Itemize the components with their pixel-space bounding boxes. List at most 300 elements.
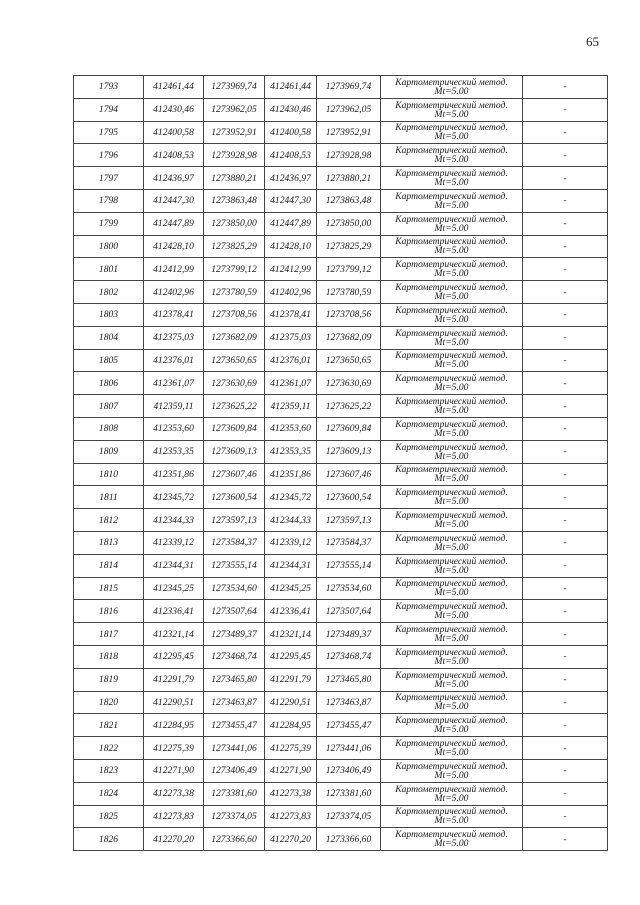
point-number-cell: 1826 <box>74 828 144 851</box>
x-old-cell: 412375,03 <box>144 326 204 349</box>
y-new-cell: 1273534,60 <box>317 577 381 600</box>
x-old-cell: 412412,99 <box>144 258 204 281</box>
point-number-cell: 1804 <box>74 326 144 349</box>
note-cell: - <box>523 668 608 691</box>
method-accuracy: Mt=5.00 <box>434 245 469 257</box>
note-cell: - <box>523 531 608 554</box>
method-cell <box>381 440 523 463</box>
method-name: Картометрический метод. <box>395 464 508 476</box>
method-cell <box>381 737 523 760</box>
method-name: Картометрический метод. <box>395 327 508 339</box>
y-old-cell: 1273850,00 <box>204 212 265 235</box>
table-row <box>74 189 608 212</box>
y-old-cell: 1273650,65 <box>204 349 265 372</box>
x-new-cell: 412400,58 <box>265 121 317 144</box>
method-accuracy: Mt=5.00 <box>434 519 469 531</box>
method-cell <box>381 76 523 99</box>
note-cell: - <box>523 828 608 851</box>
x-old-cell: 412336,41 <box>144 600 204 623</box>
y-new-cell: 1273630,69 <box>317 372 381 395</box>
note-cell: - <box>523 463 608 486</box>
point-number-cell: 1798 <box>74 189 144 212</box>
page-number: 65 <box>586 34 599 49</box>
method-accuracy: Mt=5.00 <box>434 633 469 645</box>
point-number-cell: 1797 <box>74 167 144 190</box>
point-number-cell: 1802 <box>74 281 144 304</box>
method-cell <box>381 167 523 190</box>
x-new-cell: 412344,33 <box>265 509 317 532</box>
method-name: Картометрический метод. <box>395 236 508 248</box>
method-cell <box>381 281 523 304</box>
y-new-cell: 1273952,91 <box>317 121 381 144</box>
note-cell: - <box>523 303 608 326</box>
method-name: Картометрический метод. <box>395 282 508 294</box>
method-name: Картометрический метод. <box>395 783 508 795</box>
y-new-cell: 1273441,06 <box>317 737 381 760</box>
table-row <box>74 167 608 190</box>
y-old-cell: 1273708,56 <box>204 303 265 326</box>
method-name: Картометрический метод. <box>395 373 508 385</box>
x-new-cell: 412344,31 <box>265 554 317 577</box>
method-name: Картометрический метод. <box>395 760 508 772</box>
y-new-cell: 1273609,84 <box>317 417 381 440</box>
method-cell <box>381 531 523 554</box>
note-cell: - <box>523 737 608 760</box>
table-row <box>74 577 608 600</box>
method-cell <box>381 554 523 577</box>
table-row <box>74 281 608 304</box>
table-row <box>74 714 608 737</box>
method-accuracy: Mt=5.00 <box>434 154 469 166</box>
x-old-cell: 412461,44 <box>144 76 204 99</box>
point-number-cell: 1808 <box>74 417 144 440</box>
y-old-cell: 1273463,87 <box>204 691 265 714</box>
note-cell: - <box>523 509 608 532</box>
point-number-cell: 1793 <box>74 76 144 99</box>
note-cell: - <box>523 121 608 144</box>
x-new-cell: 412359,11 <box>265 395 317 418</box>
y-new-cell: 1273607,46 <box>317 463 381 486</box>
y-old-cell: 1273928,98 <box>204 144 265 167</box>
method-accuracy: Mt=5.00 <box>434 359 469 371</box>
method-cell <box>381 714 523 737</box>
y-new-cell: 1273555,14 <box>317 554 381 577</box>
table-row <box>74 486 608 509</box>
method-name: Картометрический метод. <box>395 190 508 202</box>
table-row <box>74 759 608 782</box>
note-cell: - <box>523 372 608 395</box>
method-accuracy: Mt=5.00 <box>434 473 469 485</box>
method-accuracy: Mt=5.00 <box>434 222 469 234</box>
note-cell: - <box>523 805 608 828</box>
method-cell <box>381 212 523 235</box>
table-row <box>74 98 608 121</box>
x-new-cell: 412345,72 <box>265 486 317 509</box>
method-cell <box>381 828 523 851</box>
y-old-cell: 1273780,59 <box>204 281 265 304</box>
x-new-cell: 412361,07 <box>265 372 317 395</box>
table-row <box>74 531 608 554</box>
x-old-cell: 412270,20 <box>144 828 204 851</box>
y-old-cell: 1273607,46 <box>204 463 265 486</box>
note-cell: - <box>523 759 608 782</box>
x-old-cell: 412351,86 <box>144 463 204 486</box>
point-number-cell: 1823 <box>74 759 144 782</box>
y-old-cell: 1273534,60 <box>204 577 265 600</box>
y-new-cell: 1273600,54 <box>317 486 381 509</box>
method-cell <box>381 189 523 212</box>
x-old-cell: 412436,97 <box>144 167 204 190</box>
y-new-cell: 1273880,21 <box>317 167 381 190</box>
method-name: Картометрический метод. <box>395 601 508 613</box>
coordinates-table-body <box>74 76 608 851</box>
y-old-cell: 1273952,91 <box>204 121 265 144</box>
y-old-cell: 1273609,13 <box>204 440 265 463</box>
y-old-cell: 1273465,80 <box>204 668 265 691</box>
note-cell: - <box>523 486 608 509</box>
x-new-cell: 412378,41 <box>265 303 317 326</box>
y-old-cell: 1273584,37 <box>204 531 265 554</box>
method-cell <box>381 759 523 782</box>
point-number-cell: 1800 <box>74 235 144 258</box>
method-name: Картометрический метод. <box>395 646 508 658</box>
point-number-cell: 1821 <box>74 714 144 737</box>
x-old-cell: 412402,96 <box>144 281 204 304</box>
table-row <box>74 235 608 258</box>
method-name: Картометрический метод. <box>395 829 508 841</box>
x-new-cell: 412273,83 <box>265 805 317 828</box>
note-cell: - <box>523 714 608 737</box>
x-new-cell: 412353,35 <box>265 440 317 463</box>
x-new-cell: 412273,38 <box>265 782 317 805</box>
method-accuracy: Mt=5.00 <box>434 382 469 394</box>
method-cell <box>381 691 523 714</box>
y-old-cell: 1273863,48 <box>204 189 265 212</box>
table-row <box>74 144 608 167</box>
point-number-cell: 1819 <box>74 668 144 691</box>
y-new-cell: 1273597,13 <box>317 509 381 532</box>
x-old-cell: 412295,45 <box>144 645 204 668</box>
method-accuracy: Mt=5.00 <box>434 655 469 667</box>
point-number-cell: 1810 <box>74 463 144 486</box>
method-cell <box>381 782 523 805</box>
x-new-cell: 412271,90 <box>265 759 317 782</box>
method-accuracy: Mt=5.00 <box>434 85 469 97</box>
y-new-cell: 1273850,00 <box>317 212 381 235</box>
y-old-cell: 1273625,22 <box>204 395 265 418</box>
table-row <box>74 76 608 99</box>
y-new-cell: 1273682,09 <box>317 326 381 349</box>
x-old-cell: 412378,41 <box>144 303 204 326</box>
y-old-cell: 1273555,14 <box>204 554 265 577</box>
y-old-cell: 1273969,74 <box>204 76 265 99</box>
point-number-cell: 1822 <box>74 737 144 760</box>
method-accuracy: Mt=5.00 <box>434 587 469 599</box>
note-cell: - <box>523 281 608 304</box>
method-accuracy: Mt=5.00 <box>434 701 469 713</box>
point-number-cell: 1799 <box>74 212 144 235</box>
y-new-cell: 1273708,56 <box>317 303 381 326</box>
method-accuracy: Mt=5.00 <box>434 541 469 553</box>
point-number-cell: 1816 <box>74 600 144 623</box>
x-old-cell: 412353,35 <box>144 440 204 463</box>
method-accuracy: Mt=5.00 <box>434 564 469 576</box>
method-name: Картометрический метод. <box>395 669 508 681</box>
method-accuracy: Mt=5.00 <box>434 610 469 622</box>
method-name: Картометрический метод. <box>395 806 508 818</box>
y-new-cell: 1273406,49 <box>317 759 381 782</box>
point-number-cell: 1801 <box>74 258 144 281</box>
method-cell <box>381 395 523 418</box>
y-new-cell: 1273381,60 <box>317 782 381 805</box>
table-row <box>74 691 608 714</box>
note-cell: - <box>523 167 608 190</box>
note-cell: - <box>523 395 608 418</box>
x-old-cell: 412291,79 <box>144 668 204 691</box>
table-row <box>74 554 608 577</box>
method-cell <box>381 326 523 349</box>
table-row <box>74 417 608 440</box>
x-old-cell: 412290,51 <box>144 691 204 714</box>
table-row <box>74 828 608 851</box>
point-number-cell: 1807 <box>74 395 144 418</box>
note-cell: - <box>523 782 608 805</box>
y-new-cell: 1273374,05 <box>317 805 381 828</box>
x-new-cell: 412436,97 <box>265 167 317 190</box>
method-cell <box>381 98 523 121</box>
method-accuracy: Mt=5.00 <box>434 131 469 143</box>
note-cell: - <box>523 417 608 440</box>
table-row <box>74 395 608 418</box>
method-cell <box>381 235 523 258</box>
method-name: Картометрический метод. <box>395 510 508 522</box>
x-old-cell: 412345,72 <box>144 486 204 509</box>
table-row <box>74 600 608 623</box>
method-accuracy: Mt=5.00 <box>434 405 469 417</box>
note-cell: - <box>523 144 608 167</box>
x-old-cell: 412447,30 <box>144 189 204 212</box>
x-old-cell: 412353,60 <box>144 417 204 440</box>
table-row <box>74 737 608 760</box>
y-old-cell: 1273406,49 <box>204 759 265 782</box>
method-cell <box>381 645 523 668</box>
method-name: Картометрический метод. <box>395 441 508 453</box>
table-row <box>74 509 608 532</box>
x-old-cell: 412284,95 <box>144 714 204 737</box>
x-new-cell: 412402,96 <box>265 281 317 304</box>
y-old-cell: 1273455,47 <box>204 714 265 737</box>
y-old-cell: 1273441,06 <box>204 737 265 760</box>
method-name: Картометрический метод. <box>395 99 508 111</box>
method-accuracy: Mt=5.00 <box>434 177 469 189</box>
method-cell <box>381 668 523 691</box>
point-number-cell: 1814 <box>74 554 144 577</box>
note-cell: - <box>523 76 608 99</box>
method-accuracy: Mt=5.00 <box>434 108 469 120</box>
y-new-cell: 1273489,37 <box>317 623 381 646</box>
x-old-cell: 412447,89 <box>144 212 204 235</box>
method-cell <box>381 805 523 828</box>
x-old-cell: 412273,83 <box>144 805 204 828</box>
y-new-cell: 1273962,05 <box>317 98 381 121</box>
y-new-cell: 1273780,59 <box>317 281 381 304</box>
note-cell: - <box>523 349 608 372</box>
table-row <box>74 121 608 144</box>
note-cell: - <box>523 235 608 258</box>
table-row <box>74 212 608 235</box>
method-accuracy: Mt=5.00 <box>434 199 469 211</box>
method-name: Картометрический метод. <box>395 259 508 271</box>
table-row <box>74 440 608 463</box>
method-cell <box>381 463 523 486</box>
method-cell <box>381 623 523 646</box>
table-row <box>74 258 608 281</box>
point-number-cell: 1795 <box>74 121 144 144</box>
x-new-cell: 412408,53 <box>265 144 317 167</box>
x-new-cell: 412353,60 <box>265 417 317 440</box>
x-old-cell: 412376,01 <box>144 349 204 372</box>
point-number-cell: 1825 <box>74 805 144 828</box>
y-old-cell: 1273597,13 <box>204 509 265 532</box>
x-new-cell: 412461,44 <box>265 76 317 99</box>
x-old-cell: 412361,07 <box>144 372 204 395</box>
y-new-cell: 1273609,13 <box>317 440 381 463</box>
method-name: Картометрический метод. <box>395 487 508 499</box>
method-name: Картометрический метод. <box>395 418 508 430</box>
x-new-cell: 412351,86 <box>265 463 317 486</box>
x-new-cell: 412321,14 <box>265 623 317 646</box>
x-old-cell: 412345,25 <box>144 577 204 600</box>
note-cell: - <box>523 554 608 577</box>
x-old-cell: 412408,53 <box>144 144 204 167</box>
note-cell: - <box>523 326 608 349</box>
method-accuracy: Mt=5.00 <box>434 496 469 508</box>
y-old-cell: 1273799,12 <box>204 258 265 281</box>
y-new-cell: 1273825,29 <box>317 235 381 258</box>
note-cell: - <box>523 577 608 600</box>
point-number-cell: 1794 <box>74 98 144 121</box>
y-new-cell: 1273625,22 <box>317 395 381 418</box>
x-new-cell: 412275,39 <box>265 737 317 760</box>
y-old-cell: 1273609,84 <box>204 417 265 440</box>
note-cell: - <box>523 212 608 235</box>
method-cell <box>381 577 523 600</box>
method-name: Картометрический метод. <box>395 738 508 749</box>
x-new-cell: 412270,20 <box>265 828 317 851</box>
x-old-cell: 412344,33 <box>144 509 204 532</box>
method-cell <box>381 417 523 440</box>
method-name: Картометрический метод. <box>395 692 508 704</box>
y-old-cell: 1273468,74 <box>204 645 265 668</box>
y-new-cell: 1273584,37 <box>317 531 381 554</box>
note-cell: - <box>523 691 608 714</box>
y-old-cell: 1273600,54 <box>204 486 265 509</box>
y-new-cell: 1273465,80 <box>317 668 381 691</box>
method-accuracy: Mt=5.00 <box>434 747 469 758</box>
method-name: Картометрический метод. <box>395 304 508 316</box>
point-number-cell: 1813 <box>74 531 144 554</box>
point-number-cell: 1796 <box>74 144 144 167</box>
y-new-cell: 1273507,64 <box>317 600 381 623</box>
method-name: Картометрический метод. <box>395 715 508 727</box>
note-cell: - <box>523 98 608 121</box>
point-number-cell: 1820 <box>74 691 144 714</box>
method-accuracy: Mt=5.00 <box>434 268 469 280</box>
table-row <box>74 463 608 486</box>
point-number-cell: 1806 <box>74 372 144 395</box>
note-cell: - <box>523 258 608 281</box>
method-name: Картометрический метод. <box>395 122 508 134</box>
y-new-cell: 1273863,48 <box>317 189 381 212</box>
x-new-cell: 412375,03 <box>265 326 317 349</box>
method-accuracy: Mt=5.00 <box>434 769 469 781</box>
y-new-cell: 1273455,47 <box>317 714 381 737</box>
y-old-cell: 1273962,05 <box>204 98 265 121</box>
x-new-cell: 412428,10 <box>265 235 317 258</box>
x-new-cell: 412447,30 <box>265 189 317 212</box>
x-old-cell: 412271,90 <box>144 759 204 782</box>
method-name: Картометрический метод. <box>395 76 508 88</box>
point-number-cell: 1811 <box>74 486 144 509</box>
table-row <box>74 782 608 805</box>
y-new-cell: 1273928,98 <box>317 144 381 167</box>
point-number-cell: 1805 <box>74 349 144 372</box>
method-cell <box>381 509 523 532</box>
point-number-cell: 1803 <box>74 303 144 326</box>
method-cell <box>381 600 523 623</box>
table-row <box>74 668 608 691</box>
table-row <box>74 623 608 646</box>
method-name: Картометрический метод. <box>395 168 508 180</box>
method-name: Картометрический метод. <box>395 532 508 544</box>
x-new-cell: 412430,46 <box>265 98 317 121</box>
method-accuracy: Mt=5.00 <box>434 678 469 690</box>
x-new-cell: 412290,51 <box>265 691 317 714</box>
point-number-cell: 1824 <box>74 782 144 805</box>
note-cell: - <box>523 189 608 212</box>
x-new-cell: 412284,95 <box>265 714 317 737</box>
x-new-cell: 412412,99 <box>265 258 317 281</box>
table-row <box>74 349 608 372</box>
method-cell <box>381 121 523 144</box>
table-row <box>74 303 608 326</box>
table-row <box>74 326 608 349</box>
y-old-cell: 1273381,60 <box>204 782 265 805</box>
x-old-cell: 412273,38 <box>144 782 204 805</box>
x-old-cell: 412339,12 <box>144 531 204 554</box>
y-old-cell: 1273630,69 <box>204 372 265 395</box>
method-accuracy: Mt=5.00 <box>434 450 469 462</box>
method-accuracy: Mt=5.00 <box>434 291 469 303</box>
method-cell <box>381 303 523 326</box>
y-new-cell: 1273969,74 <box>317 76 381 99</box>
y-old-cell: 1273682,09 <box>204 326 265 349</box>
method-accuracy: Mt=5.00 <box>434 313 469 325</box>
x-new-cell: 412447,89 <box>265 212 317 235</box>
note-cell: - <box>523 645 608 668</box>
y-old-cell: 1273489,37 <box>204 623 265 646</box>
y-new-cell: 1273366,60 <box>317 828 381 851</box>
method-accuracy: Mt=5.00 <box>434 792 469 804</box>
method-name: Картометрический метод. <box>395 396 508 408</box>
y-new-cell: 1273463,87 <box>317 691 381 714</box>
method-cell <box>381 144 523 167</box>
x-old-cell: 412321,14 <box>144 623 204 646</box>
x-old-cell: 412344,31 <box>144 554 204 577</box>
method-accuracy: Mt=5.00 <box>434 724 469 736</box>
x-old-cell: 412430,46 <box>144 98 204 121</box>
x-new-cell: 412339,12 <box>265 531 317 554</box>
